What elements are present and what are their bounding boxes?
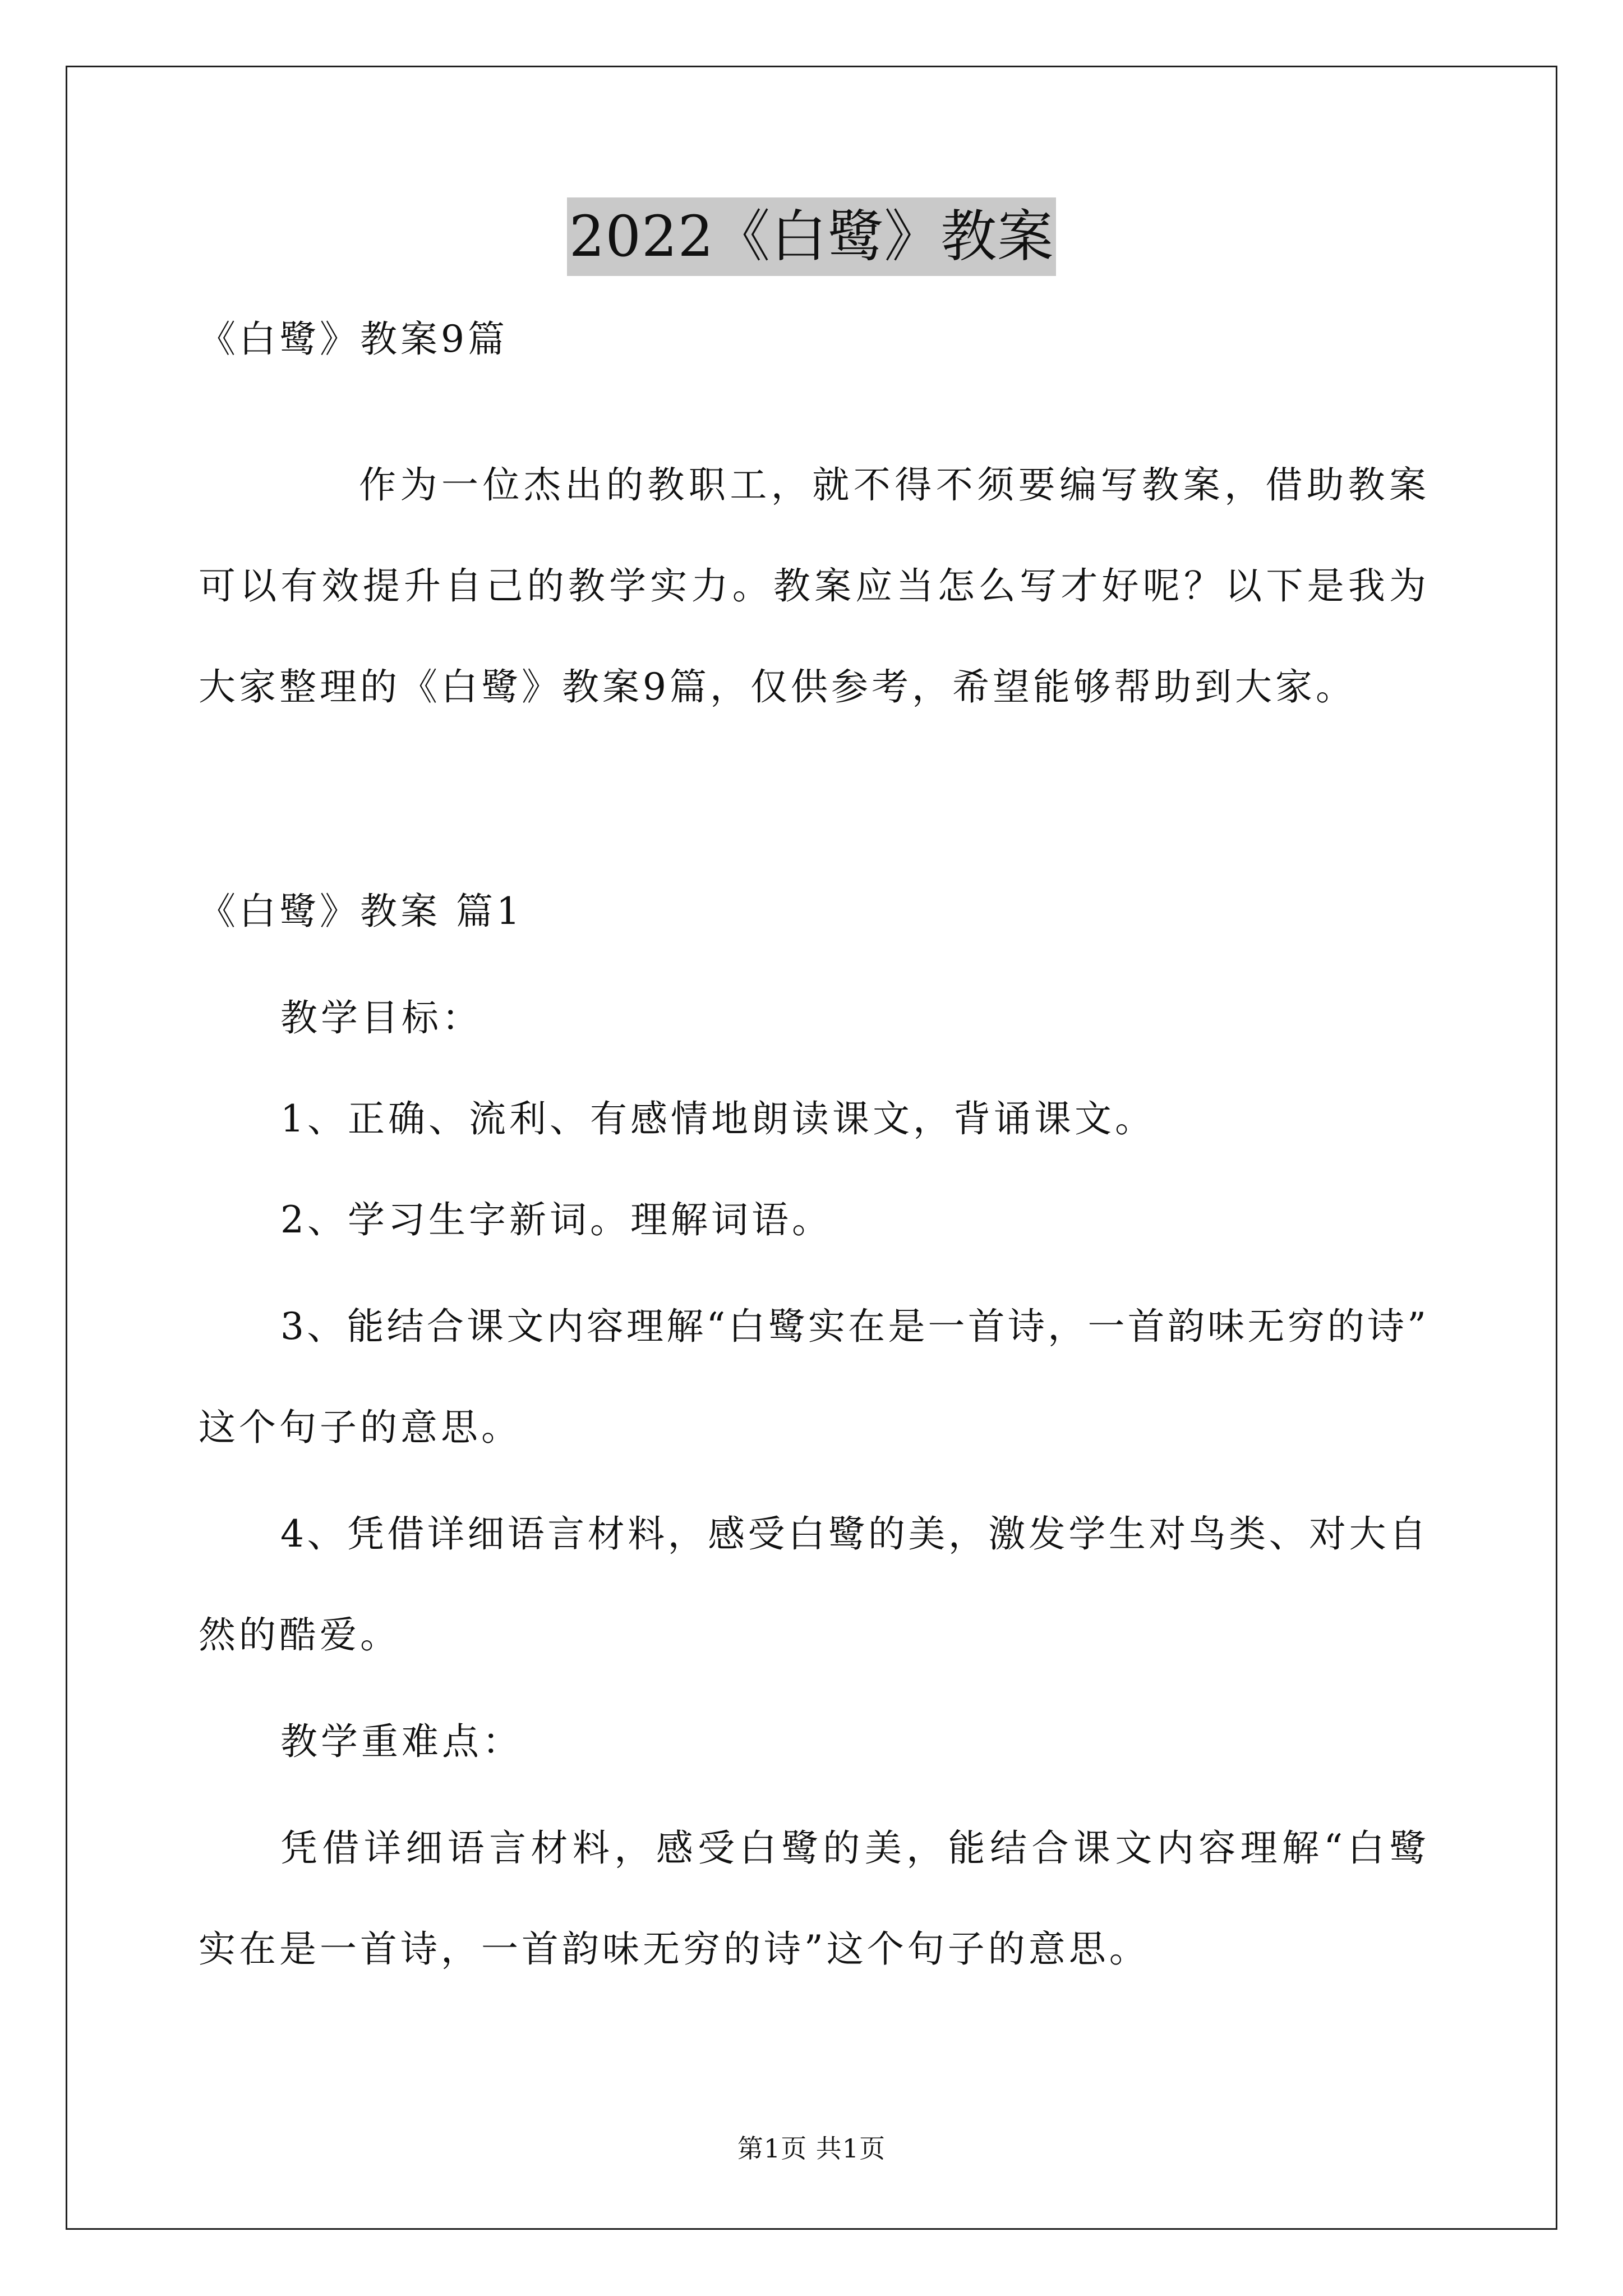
document-subtitle: 《白鹭》教案9篇 <box>199 318 508 361</box>
key-points-line-1: 凭借详细语言材料，感受白鹭的美，能结合课文内容理解“白鹭 <box>280 1826 1427 1870</box>
page-border <box>66 66 1557 2230</box>
goal-item-3-line-1: 3、能结合课文内容理解“白鹭实在是一首诗，一首韵味无穷的诗” <box>280 1305 1427 1348</box>
key-points-line-2: 实在是一首诗，一首韵味无穷的诗”这个句子的意思。 <box>199 1927 1150 1971</box>
goal-item-4-line-1: 4、凭借详细语言材料，感受白鹭的美，激发学生对鸟类、对大自 <box>280 1512 1427 1556</box>
teaching-goals-heading: 教学目标： <box>280 996 482 1039</box>
key-points-heading: 教学重难点： <box>280 1720 523 1763</box>
goal-item-1: 1、正确、流利、有感情地朗读课文，背诵课文。 <box>280 1097 1155 1140</box>
goal-item-4-line-2: 然的酷爱。 <box>199 1613 400 1657</box>
goal-item-3-line-2: 这个句子的意思。 <box>199 1406 522 1449</box>
goal-item-2: 2、学习生字新词。理解词语。 <box>280 1198 832 1241</box>
page-footer: 第1页 共1页 <box>737 2133 886 2164</box>
title-container <box>0 197 1623 276</box>
intro-paragraph-line-3: 大家整理的《白鹭》教案9篇，仅供参考，希望能够帮助到大家。 <box>199 665 1356 708</box>
document-title: 2022《白鹭》教案 <box>567 197 1057 276</box>
intro-paragraph-line-2: 可以有效提升自己的教学实力。教案应当怎么写才好呢？以下是我为 <box>199 564 1427 608</box>
section-heading: 《白鹭》教案 篇1 <box>199 890 523 933</box>
intro-paragraph-line-1: 作为一位杰出的教职工，就不得不须要编写教案，借助教案 <box>359 463 1427 507</box>
